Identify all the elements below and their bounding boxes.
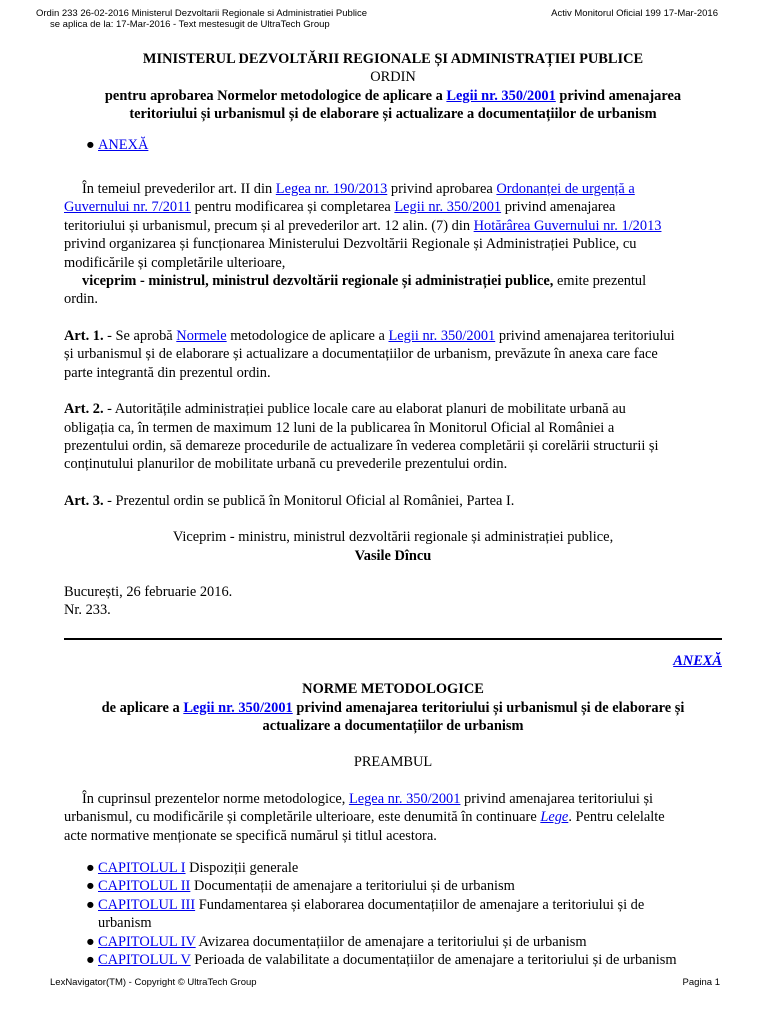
list-item: ● CAPITOLUL IV Avizarea documentațiilor de amenajare a teritoriului și de urbanism [86, 933, 587, 950]
link-hg-1-2013[interactable]: Hotărârea Guvernului nr. 1/2013 [473, 217, 662, 234]
preambul-heading: PREAMBUL [353, 754, 433, 771]
link-legea-190-2013[interactable]: Legea nr. 190/2013 [275, 181, 388, 198]
norme-title: NORME METODOLOGICE [302, 681, 484, 698]
footer-copyright: LexNavigator(TM) - Copyright © UltraTech Group [50, 977, 257, 988]
header-left-line1: Ordin 233 26-02-2016 Ministerul Dezvoltarii Regionale si Administratiei Publice [36, 8, 368, 19]
link-legea-350-2001-b[interactable]: Legii nr. 350/2001 [394, 199, 502, 216]
document-subject: pentru aprobarea Normelor metodologice de aplicare a Legii nr. 350/2001 privind amenajarea teritoriului și urbanismul și de elaborare și actualizare a documentațiilor de urbanism [104, 87, 682, 123]
link-capitolul-iii[interactable]: CAPITOLUL III [98, 896, 196, 913]
page-number: Pagina 1 [682, 977, 720, 988]
document-type: ORDIN [370, 69, 416, 86]
preambul-paragraph: În cuprinsul prezentelor norme metodologice, Legea nr. 350/2001 privind amenajarea teritoriului și urbanismul, cu modificările și completările ulterioare, este denumită în continuare Lege. Pentru celelalte acte normative menționate se specifică numărul și titlul acestora. [64, 790, 665, 844]
preamble-paragraph: În temeiul prevederilor art. II din Legea nr. 190/2013 privind aprobarea Ordonanței de urgență a Guvernului nr. 7/2011 pentru modificarea și completarea Legii nr. 350/2001 privind amenajarea teritoriului și urbanismul, precum și al prevederilor art. 12 alin. (7) din Hotărârea Guvernului nr. 1/2013 privind organizarea și funcționarea Ministerului Dezvoltării Regionale și Administrației Publice, cu modificările și completările ulterioare, viceprim - ministrul, ministrul dezvoltării regionale și administrației publice, emite prezentul ordin. [64, 181, 662, 308]
anexa-heading-link[interactable]: ANEXĂ [673, 652, 722, 669]
link-lege[interactable]: Lege [540, 809, 569, 826]
bullet-icon: ● [86, 860, 95, 876]
bullet-icon: ● [86, 878, 95, 895]
header-right: Activ Monitorul Oficial 199 17-Mar-2016 [551, 8, 718, 19]
link-capitolul-iv[interactable]: CAPITOLUL IV [98, 933, 196, 950]
bullet-icon: ● [86, 896, 95, 913]
list-item: ● CAPITOLUL II Documentații de amenajare a teritoriului și de urbanism [86, 878, 515, 895]
page-footer [50, 977, 720, 988]
link-legea-350-2001[interactable]: Legii nr. 350/2001 [446, 87, 556, 104]
link-capitolul-i[interactable]: CAPITOLUL I [98, 860, 186, 876]
link-legea-350-2001-d[interactable]: Legii nr. 350/2001 [183, 699, 293, 716]
bullet-icon: ● [86, 952, 95, 969]
list-item [64, 136, 722, 154]
list-item: ● CAPITOLUL V Perioada de valabilitate a documentațiilor de amenajare a teritoriului și de urbanism [86, 952, 677, 969]
bullet-icon: ● [86, 933, 95, 950]
norme-subtitle: de aplicare a Legii nr. 350/2001 privind amenajarea teritoriului și urbanismul și de elaborare și actualizare a documentațiilor de urbanism [101, 699, 685, 734]
link-capitolul-ii[interactable]: CAPITOLUL II [98, 878, 191, 895]
list-item: ● CAPITOLUL I Dispoziții generale [86, 860, 299, 876]
link-legea-350-2001-e[interactable]: Legea nr. 350/2001 [348, 790, 461, 807]
list-item: ● CAPITOLUL III Fundamentarea și elaborarea documentațiilor de amenajare a teritoriului și de urbanism [86, 896, 645, 932]
chapters-list [64, 859, 722, 969]
link-oug-7-2011-cont[interactable]: Guvernului nr. 7/2011 [64, 199, 191, 216]
order-number: Nr. 233. [64, 602, 111, 619]
link-legea-350-2001-c[interactable]: Legii nr. 350/2001 [388, 327, 496, 344]
article-1: Art. 1. - Se aprobă Normele metodologice de aplicare a Legii nr. 350/2001 privind amenajarea teritoriului și urbanismul și de elaborare și actualizare a documentațiilor de urbanism, prevăzute în anexa care face parte integrantă din prezentul ordin. [64, 327, 675, 381]
signature-role: Viceprim - ministru, ministrul dezvoltării regionale și administrației publice, [172, 529, 614, 546]
document-body [64, 50, 722, 969]
issuer: viceprim - ministrul, ministrul dezvoltării regionale și administrației publice, [82, 273, 554, 290]
article-3: Art. 3. - Prezentul ordin se publică în Monitorul Oficial al României, Partea I. [64, 492, 515, 509]
page-header [36, 8, 718, 30]
article-2: Art. 2. - Autoritățile administrației publice locale care au elaborat planuri de mobilitate urbană au obligația ca, în termen de maximum 12 luni de la publicarea în Monitorul Oficial al României a prezentului ordin, să demareze procedurile de actualizare în vederea completării și corelării structurii și conținutului planurilor de mobilitate urbană cu prevederile prezentului ordin. [64, 401, 659, 473]
ministry-title: MINISTERUL DEZVOLTĂRII REGIONALE ȘI ADMINISTRAȚIEI PUBLICE [142, 51, 644, 67]
header-left-line2: se aplica de la: 17-Mar-2016 - Text mestesugit de UltraTech Group [50, 19, 330, 30]
link-capitolul-v[interactable]: CAPITOLUL V [98, 952, 191, 969]
place-date: București, 26 februarie 2016. [64, 583, 233, 600]
link-anexa[interactable]: ANEXĂ [98, 136, 149, 153]
bullet-icon: ● [86, 136, 95, 153]
signature-name: Vasile Dîncu [354, 547, 432, 564]
anexa-list [64, 136, 722, 154]
link-normele[interactable]: Normele [176, 327, 227, 344]
link-oug-7-2011[interactable]: Ordonanței de urgență a [496, 181, 635, 198]
